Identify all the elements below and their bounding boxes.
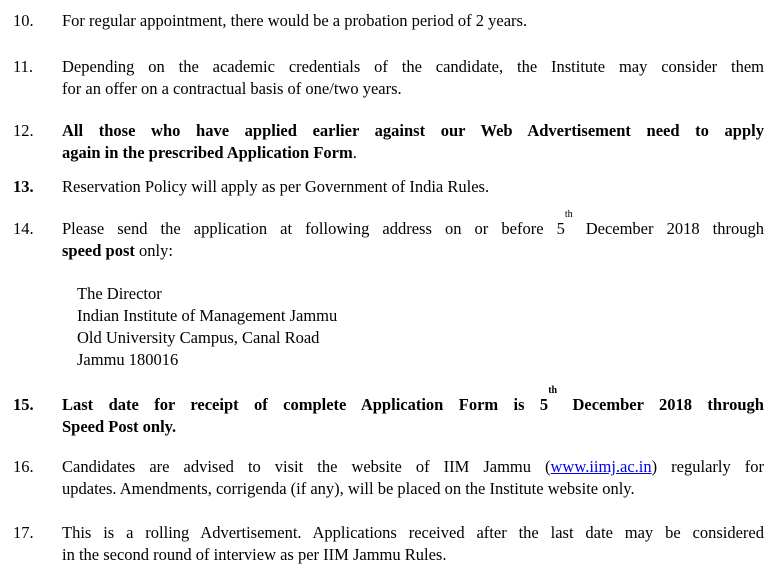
clause-text: For regular appointment, there would be a probation period of 2 years. — [62, 11, 528, 30]
address-block — [77, 283, 337, 371]
address-line: The Director — [77, 284, 162, 303]
clause-number: 13. — [13, 177, 34, 196]
clause-number: 11. — [13, 57, 34, 76]
clause-text: Please send the application at following address on or before 5th December 2018 through speed post only: — [62, 209, 764, 260]
clause-text: Last date for receipt of complete Application Form is 5th December 2018 through Speed Post only. — [62, 385, 764, 436]
website-link[interactable]: www.iimj.ac.in — [550, 457, 652, 476]
clause-number: 10. — [13, 11, 34, 30]
clause-text: All those who have applied earlier against our Web Advertisement need to apply again in the prescribed Application Form. — [62, 121, 764, 162]
address-line: Indian Institute of Management Jammu — [77, 306, 338, 325]
address-line: Jammu 180016 — [77, 350, 179, 369]
clause-text: Candidates are advised to visit the website of IIM Jammu (www.iimj.ac.in) regularly for updates. Amendments, corrigenda (if any), will be placed on the Institute website only. — [62, 457, 764, 498]
clause-number: 14. — [13, 219, 34, 238]
clause-number: 15. — [13, 395, 34, 414]
clause-number: 16. — [13, 457, 34, 476]
clause-text: Depending on the academic credentials of the candidate, the Institute may consider them for an offer on a contractual basis of one/two years. — [62, 57, 764, 98]
clause-number: 12. — [13, 121, 34, 140]
address-line: Old University Campus, Canal Road — [77, 328, 320, 347]
clause-number: 17. — [13, 523, 34, 542]
clause-text: Reservation Policy will apply as per Government of India Rules. — [62, 177, 490, 196]
clause-text: This is a rolling Advertisement. Applications received after the last date may be considered in the second round of interview as per IIM Jammu Rules. — [62, 523, 764, 564]
